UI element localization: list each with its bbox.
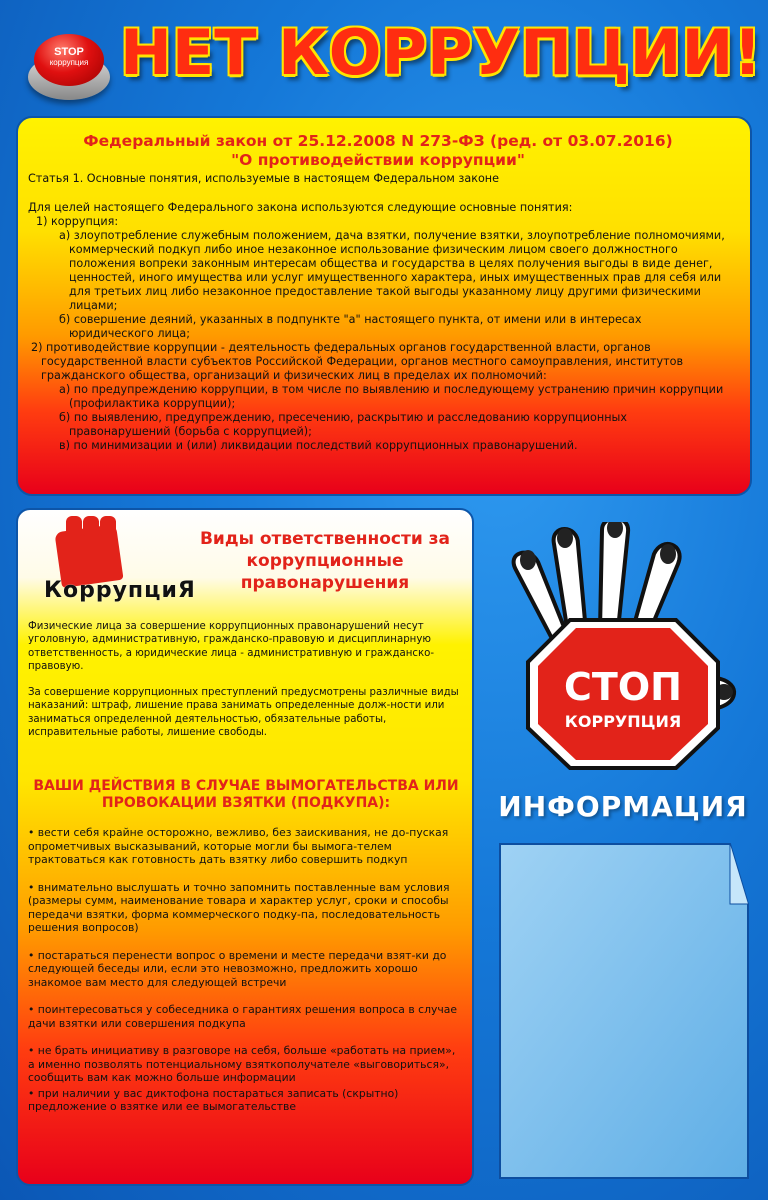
law-item-1a: а) злоупотребление служебным положением, дача взятки, получение взятки, злоупотребление полномочиями, коммерческий подкуп либо иное незаконное использование физическим лицом своего должностного положения вопреки законным интересам общества и государства в целях получения выгоды в виде денег, ценностей, иного имущества или услуг имущественного характера, иных имущественных прав для себя или для третьих лиц либо незаконное предоставление такой выгоды указанному лицу другими физическими лицами;: [59, 229, 725, 312]
action-item: • внимательно выслушать и точно запомнить поставленные вам условия (размеры сумм, наименование товара и характер услуг, сроки и способы передачи взятки, форма коммерческого подку-па, последовательность решения вопросов): [28, 880, 450, 934]
finger-1: [66, 516, 82, 536]
law-item-2a: а) по предупреждению коррупции, в том числе по выявлению и последующему устранению причин коррупции (профилактика коррупции);: [59, 383, 724, 410]
actions-list: [28, 826, 464, 1128]
stop-sublabel: коррупция: [49, 58, 89, 67]
action-item: • не брать инициативу в разговоре на себя, больше «работать на прием», а именно позволять потенциальному взяткополучателе «выговориться», сообщить вам как можно больше информации: [28, 1044, 456, 1084]
stop-hand-icon: [498, 522, 748, 772]
sign-stop-text: СТОП: [564, 665, 682, 709]
info-pocket: [498, 842, 750, 1180]
law-item-2c: в) по минимизации и (или) ликвидации последствий коррупционных правонарушений.: [59, 439, 578, 452]
responsibility-paragraph-2: За совершение коррупционных преступлений предусмотрены различные виды наказаний: штраф, лишение права занимать определенные долж-ности или заниматься определенной деятельностью, обязательные работы, исправительные работы, лишение свободы.: [28, 687, 459, 739]
action-item: • постараться перенести вопрос о времени и месте передачи взят-ки до следующей беседы или, если это невозможно, предложить хорошо знакомое вам место для следующей встречи: [28, 948, 447, 989]
action-item: • поинтересоваться у собеседника о гарантиях решения вопроса в случае дачи взятки или совершения подкупа: [28, 1003, 457, 1030]
responsibility-paragraph-1: Физические лица за совершение коррупционных правонарушений несут уголовную, административную, гражданско-правовую и дисциплинарную ответственность, а юридические лица - административную и гражданско-правовую.: [28, 621, 435, 673]
law-article: Статья 1. Основные понятия, используемые в настоящем Федеральном законе: [28, 172, 500, 185]
action-item: • вести себя крайне осторожно, вежливо, без заискивания, не до-пуская опрометчивых высказываний, которые могли бы вымога-телем трактоваться как готовность дать взятку либо совершить подкуп: [28, 826, 449, 866]
law-item-1: 1) коррупция:: [36, 215, 119, 228]
action-item: • при наличии у вас диктофона постараться записать (скрытно) предложение о взятке или ее вымогательстве: [28, 1086, 399, 1113]
law-intro: Для целей настоящего Федерального закона используются следующие основные понятия:: [28, 201, 573, 214]
info-title: ИНФОРМАЦИЯ: [498, 790, 748, 823]
logo-word: КоррупциЯ: [44, 578, 196, 603]
sign-corruption-text: КОРРУПЦИЯ: [564, 712, 682, 731]
finger-3: [100, 516, 116, 536]
finger-2: [83, 516, 99, 536]
law-item-2: 2) противодействие коррупции - деятельность федеральных органов государственной власти, органов государственной власти субъектов Российской Федерации, органов местного самоуправления, институтов гражданского общества, организаций и физических лиц в пределах их полномочий:: [31, 341, 684, 382]
button-cap: [34, 34, 104, 86]
law-panel: [16, 116, 752, 496]
law-item-1b: б) совершение деяний, указанных в подпункте "а" настоящего пункта, от имени или в интересах юридического лица;: [59, 313, 642, 340]
responsibility-title: Виды ответственности за коррупционные правонарушения: [199, 529, 451, 593]
stop-button-icon: [28, 24, 110, 106]
actions-title: ВАШИ ДЕЙСТВИЯ В СЛУЧАЕ ВЫМОГАТЕЛЬСТВА ИЛИ ПРОВОКАЦИИ ВЗЯТКИ (ПОДКУПА):: [33, 778, 459, 811]
responsibility-panel: [16, 508, 474, 1186]
fist-logo-icon: [30, 522, 196, 622]
law-title: Федеральный закон от 25.12.2008 N 273-ФЗ (ред. от 03.07.2016): [83, 132, 673, 150]
law-item-2b: б) по выявлению, предупреждению, пресечению, раскрытию и расследованию коррупционных правонарушений (борьба с коррупцией);: [59, 411, 627, 438]
page-title: НЕТ КОРРУПЦИИ!: [120, 16, 762, 89]
law-subtitle: "О противодействии коррупции": [231, 151, 525, 169]
stop-label: STOP: [54, 46, 84, 58]
